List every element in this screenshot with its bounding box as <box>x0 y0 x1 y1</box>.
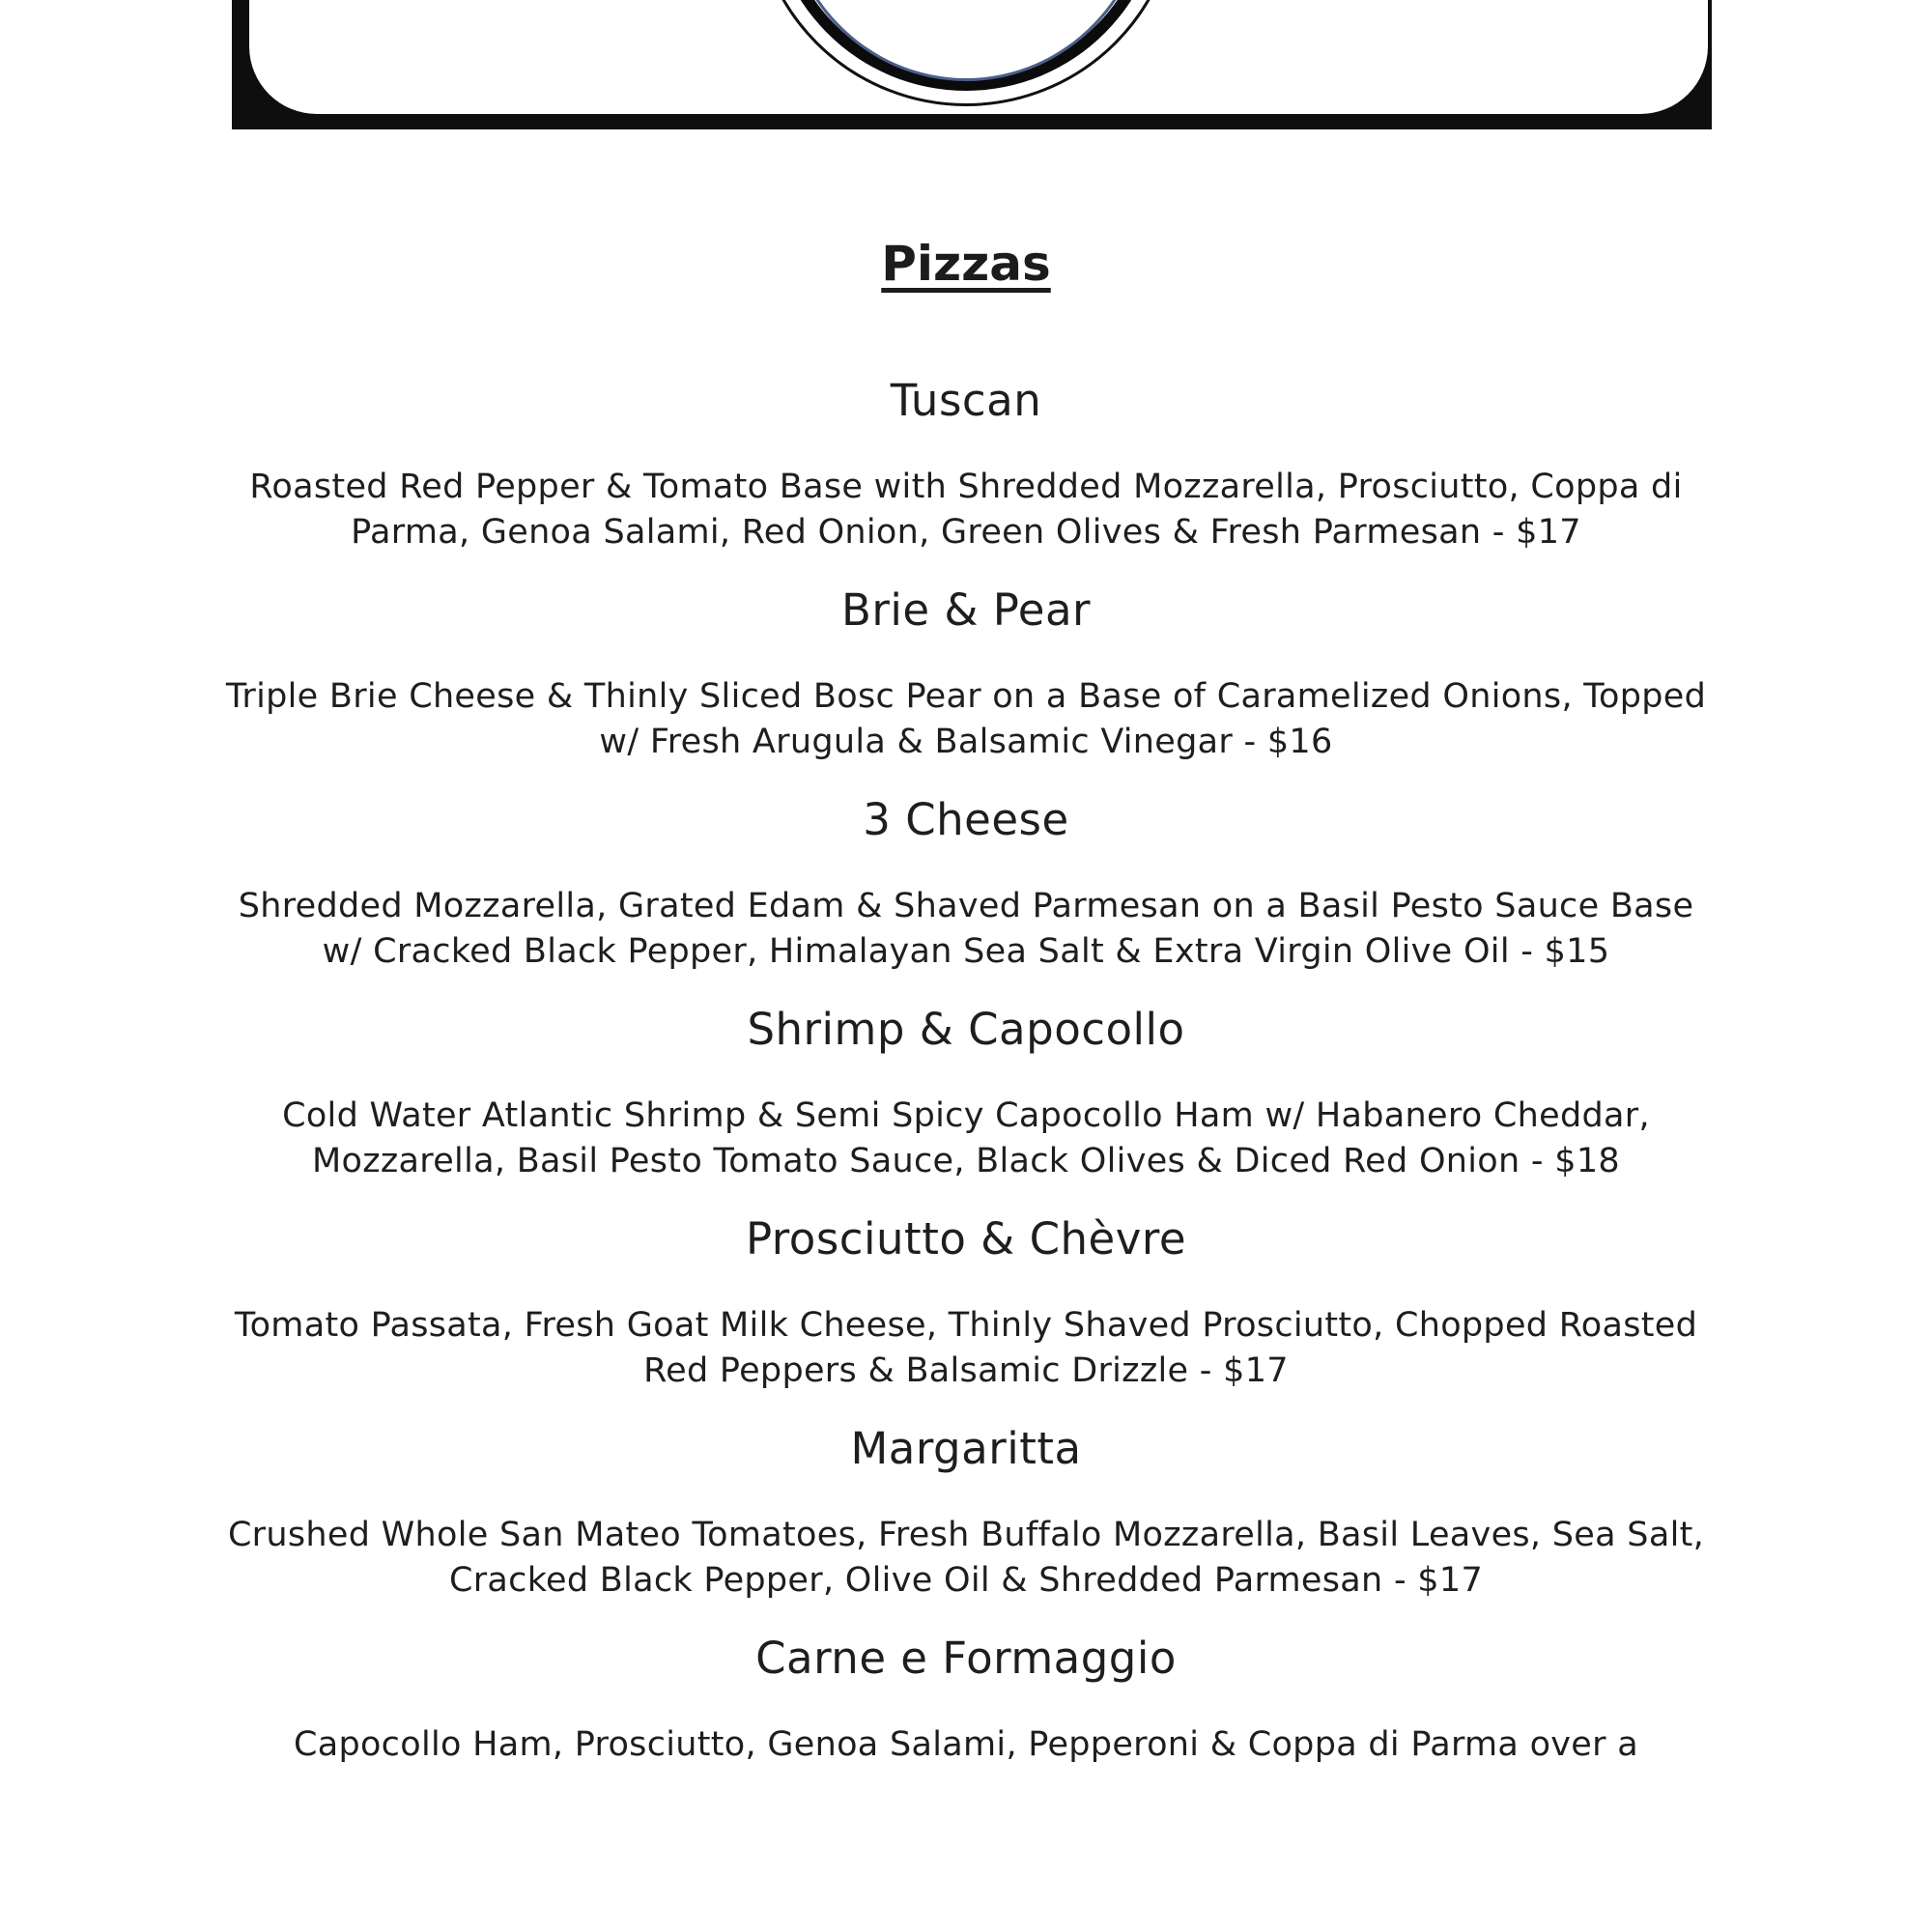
menu-item-shrimp-capocollo <box>193 1004 1739 1184</box>
menu-item-tuscan <box>193 375 1739 555</box>
menu-item-description: Cold Water Atlantic Shrimp & Semi Spicy Capocollo Ham w/ Habanero Cheddar, Mozzarella, Basil Pesto Tomato Sauce, Black Olives & Diced Red Onion - $18 <box>282 1096 1650 1180</box>
menu-item-name: 3 Cheese <box>863 794 1069 845</box>
menu-item-name: Margaritta <box>850 1423 1082 1474</box>
menu-item-margaritta <box>193 1423 1739 1604</box>
menu-item-carne-formaggio <box>193 1633 1739 1768</box>
menu-item-prosciutto-chevre <box>193 1213 1739 1394</box>
menu-item-name: Carne e Formaggio <box>755 1633 1177 1684</box>
menu-item-name: Shrimp & Capocollo <box>747 1004 1185 1055</box>
menu-item-description: Roasted Red Pepper & Tomato Base with Shredded Mozzarella, Prosciutto, Coppa di Parma, Genoa Salami, Red Onion, Green Olives & Fresh Parmesan - $17 <box>249 468 1683 552</box>
menu-item-description: Capocollo Ham, Prosciutto, Genoa Salami, Pepperoni & Coppa di Parma over a <box>293 1725 1639 1764</box>
menu-item-name: Tuscan <box>890 375 1042 426</box>
menu-item-description: Tomato Passata, Fresh Goat Milk Cheese, Thinly Shaved Prosciutto, Chopped Roasted Red Peppers & Balsamic Drizzle - $17 <box>234 1306 1698 1390</box>
menu-item-brie-pear <box>193 584 1739 765</box>
menu-item-description: Shredded Mozzarella, Grated Edam & Shaved Parmesan on a Basil Pesto Sauce Base w/ Cracked Black Pepper, Himalayan Sea Salt & Extra Virgin Olive Oil - $15 <box>238 887 1694 971</box>
menu-item-description: Triple Brie Cheese & Thinly Sliced Bosc Pear on a Base of Caramelized Onions, Topped w/ Fresh Arugula & Balsamic Vinegar - $16 <box>225 677 1707 761</box>
menu-item-3-cheese <box>193 794 1739 975</box>
section-title: Pizzas <box>881 236 1051 292</box>
menu-item-name: Prosciutto & Chèvre <box>745 1213 1187 1264</box>
menu-item-name: Brie & Pear <box>840 584 1092 636</box>
menu-content <box>193 236 1739 1797</box>
menu-item-description: Crushed Whole San Mateo Tomatoes, Fresh Buffalo Mozzarella, Basil Leaves, Sea Salt, Cracked Black Pepper, Olive Oil & Shredded Parmesan - $17 <box>227 1516 1705 1600</box>
